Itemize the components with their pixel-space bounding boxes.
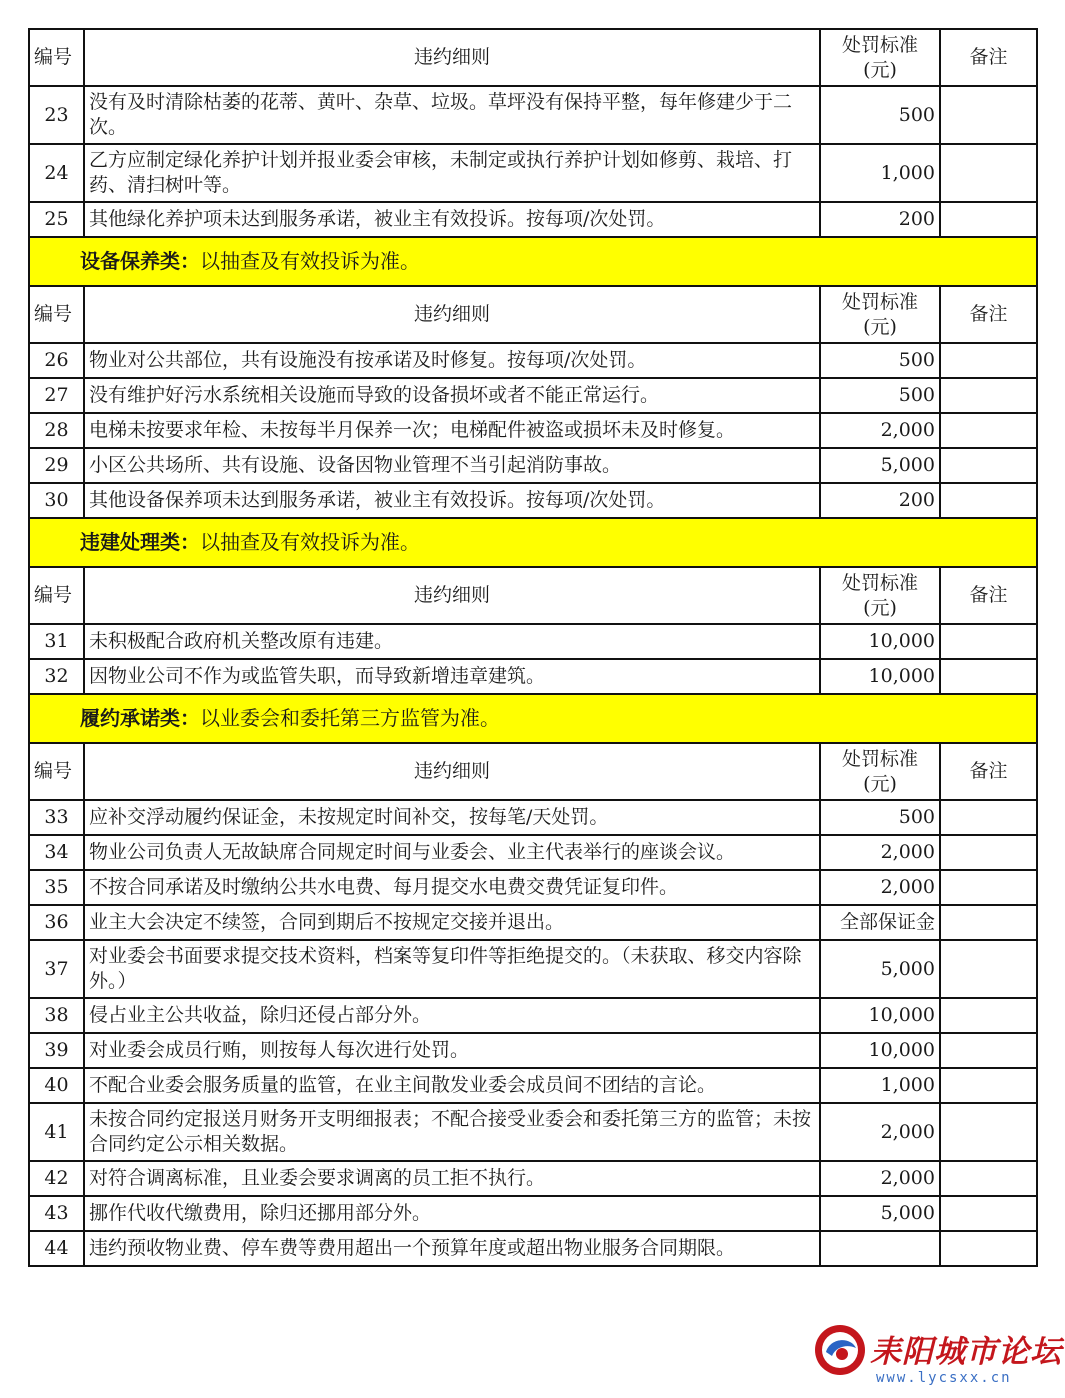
table-row (29, 202, 1037, 237)
table-row (29, 998, 1037, 1033)
row-detail: 不按合同承诺及时缴纳公共水电费、每月提交水电费交费凭证复印件。 (84, 870, 820, 905)
category-cell (29, 518, 1037, 567)
penalty-table (28, 28, 1038, 1267)
header-penalty-line1: 处罚标准 (841, 290, 918, 313)
table-header-row (29, 743, 1037, 800)
row-remark (940, 659, 1037, 694)
row-detail: 电梯未按要求年检、未按每半月保养一次；电梯配件被盗或损坏未及时修复。 (84, 413, 820, 448)
row-detail: 物业公司负责人无故缺席合同规定时间与业委会、业主代表举行的座谈会议。 (84, 835, 820, 870)
header-detail: 违约细则 (84, 286, 820, 343)
table-row (29, 1068, 1037, 1103)
category-name: 违建处理类： (80, 530, 200, 554)
header-penalty-line2: (元) (863, 315, 897, 338)
row-number: 26 (29, 343, 84, 378)
table-row (29, 144, 1037, 202)
row-remark (940, 998, 1037, 1033)
category-row (29, 237, 1037, 286)
header-remark: 备注 (940, 743, 1037, 800)
header-penalty-line1: 处罚标准 (841, 571, 918, 594)
table-header-row (29, 286, 1037, 343)
watermark (812, 1322, 1062, 1394)
row-detail: 业主大会决定不续签，合同到期后不按规定交接并退出。 (84, 905, 820, 940)
header-penalty-line1: 处罚标准 (841, 747, 918, 770)
table-header-row (29, 567, 1037, 624)
row-number: 24 (29, 144, 84, 202)
table-row (29, 413, 1037, 448)
row-amount: 2,000 (820, 1161, 940, 1196)
row-amount: 2,000 (820, 413, 940, 448)
row-remark (940, 1231, 1037, 1266)
row-number: 34 (29, 835, 84, 870)
row-detail: 挪作代收代缴费用，除归还挪用部分外。 (84, 1196, 820, 1231)
header-penalty-line1: 处罚标准 (841, 33, 918, 56)
row-amount: 500 (820, 86, 940, 144)
table-row (29, 870, 1037, 905)
table-row (29, 1103, 1037, 1161)
table-row (29, 624, 1037, 659)
row-amount: 10,000 (820, 659, 940, 694)
header-no: 编号 (29, 567, 84, 624)
row-remark (940, 1068, 1037, 1103)
row-remark (940, 1103, 1037, 1161)
row-detail: 乙方应制定绿化养护计划并报业委会审核，未制定或执行养护计划如修剪、栽培、打药、清扫树叶等。 (84, 144, 820, 202)
forum-logo-icon (812, 1322, 868, 1378)
watermark-url: www.lycsxx.cn (876, 1370, 1012, 1386)
row-amount: 10,000 (820, 1033, 940, 1068)
header-remark: 备注 (940, 29, 1037, 86)
row-remark (940, 378, 1037, 413)
header-detail: 违约细则 (84, 743, 820, 800)
row-detail: 小区公共场所、共有设施、设备因物业管理不当引起消防事故。 (84, 448, 820, 483)
category-cell (29, 237, 1037, 286)
header-detail: 违约细则 (84, 29, 820, 86)
header-penalty (820, 286, 940, 343)
category-row (29, 694, 1037, 743)
table-row (29, 448, 1037, 483)
row-remark (940, 413, 1037, 448)
row-number: 38 (29, 998, 84, 1033)
row-amount: 2,000 (820, 870, 940, 905)
row-amount: 5,000 (820, 1196, 940, 1231)
category-description: 以抽查及有效投诉为准。 (200, 249, 420, 273)
row-remark (940, 202, 1037, 237)
row-detail: 没有维护好污水系统相关设施而导致的设备损坏或者不能正常运行。 (84, 378, 820, 413)
row-number: 23 (29, 86, 84, 144)
row-detail: 对业委会书面要求提交技术资料，档案等复印件等拒绝提交的。（未获取、移交内容除外。） (84, 940, 820, 998)
category-cell (29, 694, 1037, 743)
row-detail: 没有及时清除枯萎的花蒂、黄叶、杂草、垃圾。草坪没有保持平整，每年修建少于二次。 (84, 86, 820, 144)
table-row (29, 86, 1037, 144)
table-row (29, 835, 1037, 870)
row-remark (940, 1033, 1037, 1068)
row-number: 43 (29, 1196, 84, 1231)
row-number: 28 (29, 413, 84, 448)
header-no: 编号 (29, 286, 84, 343)
row-remark (940, 144, 1037, 202)
row-amount: 5,000 (820, 940, 940, 998)
row-remark (940, 800, 1037, 835)
header-penalty (820, 743, 940, 800)
row-detail: 物业对公共部位，共有设施没有按承诺及时修复。按每项/次处罚。 (84, 343, 820, 378)
row-amount: 200 (820, 202, 940, 237)
row-number: 37 (29, 940, 84, 998)
row-number: 29 (29, 448, 84, 483)
row-remark (940, 870, 1037, 905)
row-detail: 其他绿化养护项未达到服务承诺，被业主有效投诉。按每项/次处罚。 (84, 202, 820, 237)
row-amount: 2,000 (820, 835, 940, 870)
row-amount: 500 (820, 343, 940, 378)
header-penalty-line2: (元) (863, 596, 897, 619)
row-number: 30 (29, 483, 84, 518)
row-detail: 因物业公司不作为或监管失职，而导致新增违章建筑。 (84, 659, 820, 694)
table-row (29, 1231, 1037, 1266)
row-amount (820, 1231, 940, 1266)
row-number: 36 (29, 905, 84, 940)
category-row (29, 518, 1037, 567)
row-number: 41 (29, 1103, 84, 1161)
row-remark (940, 448, 1037, 483)
table-row (29, 343, 1037, 378)
header-no: 编号 (29, 743, 84, 800)
row-remark (940, 940, 1037, 998)
row-detail: 违约预收物业费、停车费等费用超出一个预算年度或超出物业服务合同期限。 (84, 1231, 820, 1266)
header-remark: 备注 (940, 286, 1037, 343)
row-amount: 500 (820, 378, 940, 413)
row-remark (940, 343, 1037, 378)
row-number: 39 (29, 1033, 84, 1068)
row-amount: 10,000 (820, 624, 940, 659)
row-amount: 1,000 (820, 144, 940, 202)
row-amount: 500 (820, 800, 940, 835)
table-row (29, 1033, 1037, 1068)
row-amount: 200 (820, 483, 940, 518)
watermark-title: 耒阳城市论坛 (870, 1334, 1062, 1370)
row-detail: 对业委会成员行贿，则按每人每次进行处罚。 (84, 1033, 820, 1068)
category-name: 设备保养类： (80, 249, 200, 273)
table-row (29, 483, 1037, 518)
row-amount: 1,000 (820, 1068, 940, 1103)
row-number: 33 (29, 800, 84, 835)
row-detail: 未积极配合政府机关整改原有违建。 (84, 624, 820, 659)
row-detail: 对符合调离标准，且业委会要求调离的员工拒不执行。 (84, 1161, 820, 1196)
row-remark (940, 905, 1037, 940)
row-number: 27 (29, 378, 84, 413)
row-number: 44 (29, 1231, 84, 1266)
category-description: 以业委会和委托第三方监管为准。 (200, 706, 500, 730)
row-remark (940, 483, 1037, 518)
header-penalty-line2: (元) (863, 58, 897, 81)
row-amount: 10,000 (820, 998, 940, 1033)
row-detail: 其他设备保养项未达到服务承诺，被业主有效投诉。按每项/次处罚。 (84, 483, 820, 518)
category-description: 以抽查及有效投诉为准。 (200, 530, 420, 554)
row-remark (940, 1161, 1037, 1196)
row-number: 42 (29, 1161, 84, 1196)
row-remark (940, 835, 1037, 870)
header-penalty (820, 567, 940, 624)
table-row (29, 800, 1037, 835)
header-remark: 备注 (940, 567, 1037, 624)
row-detail: 应补交浮动履约保证金，未按规定时间补交，按每笔/天处罚。 (84, 800, 820, 835)
row-remark (940, 86, 1037, 144)
row-amount: 5,000 (820, 448, 940, 483)
row-number: 40 (29, 1068, 84, 1103)
header-penalty-line2: (元) (863, 772, 897, 795)
row-detail: 不配合业委会服务质量的监管，在业主间散发业委会成员间不团结的言论。 (84, 1068, 820, 1103)
table-row (29, 1161, 1037, 1196)
penalty-table-sheet (28, 28, 1036, 1267)
header-detail: 违约细则 (84, 567, 820, 624)
row-number: 35 (29, 870, 84, 905)
table-row (29, 905, 1037, 940)
table-row (29, 378, 1037, 413)
row-detail: 未按合同约定报送月财务开支明细报表；不配合接受业委会和委托第三方的监管；未按合同约定公示相关数据。 (84, 1103, 820, 1161)
row-number: 32 (29, 659, 84, 694)
category-name: 履约承诺类： (80, 706, 200, 730)
header-no: 编号 (29, 29, 84, 86)
table-row (29, 1196, 1037, 1231)
row-amount: 全部保证金 (820, 905, 940, 940)
table-row (29, 940, 1037, 998)
row-number: 25 (29, 202, 84, 237)
table-row (29, 659, 1037, 694)
row-remark (940, 1196, 1037, 1231)
row-detail: 侵占业主公共收益，除归还侵占部分外。 (84, 998, 820, 1033)
header-penalty (820, 29, 940, 86)
row-amount: 2,000 (820, 1103, 940, 1161)
table-header-row (29, 29, 1037, 86)
row-number: 31 (29, 624, 84, 659)
row-remark (940, 624, 1037, 659)
